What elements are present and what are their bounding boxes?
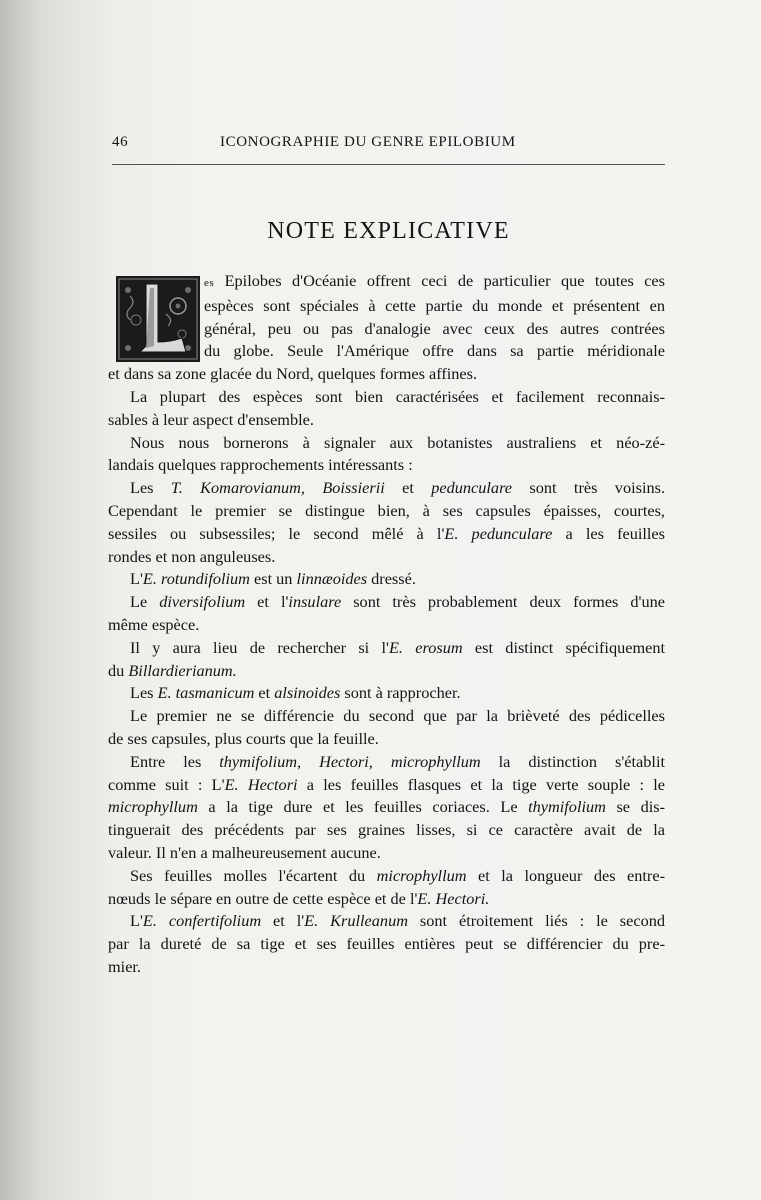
text-line: rondes et non anguleuses.: [108, 546, 276, 566]
running-title: ICONOGRAPHIE DU GENRE EPILOBIUM: [220, 134, 516, 150]
text-line: sables à leur aspect d'ensemble.: [108, 409, 314, 429]
page-number: 46: [112, 134, 129, 150]
body-text: [108, 270, 665, 979]
text-line: de ses capsules, plus courts que la feuille.: [108, 728, 379, 748]
paragraph-6: [108, 591, 665, 637]
section-title: NOTE EXPLICATIVE: [267, 218, 510, 244]
text-line: valeur. Il n'en a malheureusement aucune.: [108, 842, 381, 862]
paragraph-3: [108, 432, 665, 478]
text-line: mier.: [108, 956, 142, 976]
paragraph-10: [108, 751, 665, 865]
text-line: Entre les thymifolium, Hectori, microphyllum la distinction s'établit: [130, 751, 665, 771]
text-line: es Epilobes d'Océanie offrent ceci de particulier que toutes ces: [204, 271, 665, 290]
text-line: Ses feuilles molles l'écartent du microphyllum et la longueur des entre-: [130, 865, 666, 885]
paragraph-4: [108, 477, 665, 568]
text-line: Le diversifolium et l'insulare sont très probablement deux formes d'une: [130, 592, 665, 612]
text-line: espèces sont spéciales à cette partie du monde et présentent en: [204, 295, 665, 315]
text-line: L'E. rotundifolium est un linnæoides dressé.: [130, 569, 416, 589]
text-line: même espèce.: [108, 614, 200, 634]
paragraph-11: [108, 865, 665, 911]
text-line: Les E. tasmanicum et alsinoides sont à rapprocher.: [130, 683, 461, 703]
text-line: La plupart des espèces sont bien caractérisées et facilement reconnais-: [130, 386, 665, 406]
text-line: du globe. Seule l'Amérique offre dans sa partie méridionale: [204, 341, 665, 361]
header-rule: [112, 164, 665, 165]
text-line: par la dureté de sa tige et ses feuilles entières peut se différencier du pre-: [108, 934, 665, 954]
text-line: landais quelques rapprochements intéressants :: [108, 455, 413, 475]
running-header: [112, 134, 665, 158]
paragraph-9: [108, 705, 665, 751]
text-line: tinguerait des précédents par ses graines lisses, si ce caractère avait de la: [108, 820, 665, 840]
text-line: microphyllum a la tige dure et les feuilles coriaces. Le thymifolium se dis-: [108, 797, 665, 817]
paragraph-7: [108, 637, 665, 683]
paragraph-5: [108, 568, 665, 591]
paragraph-8: [108, 682, 665, 705]
text-line: du Billardierianum.: [108, 660, 237, 680]
text-line: Les T. Komarovianum, Boissierii et pedunculare sont très voisins.: [130, 478, 666, 498]
text-line: comme suit : L'E. Hectori a les feuilles flasques et la tige verte souple : le: [108, 774, 665, 794]
dropcap-continuation: es: [204, 277, 215, 289]
text-line: Le premier ne se différencie du second que par la brièveté des pédicelles: [130, 706, 665, 726]
text-line: sessiles ou subsessiles; le second mêlé à l'E. pedunculare a les feuilles: [108, 523, 665, 543]
text-line: Il y aura lieu de rechercher si l'E. erosum est distinct spécifiquement: [130, 637, 666, 657]
text-line: Cependant le premier se distingue bien, à ses capsules épaisses, courtes,: [108, 500, 665, 520]
paragraph-1: [108, 270, 665, 386]
text-line: L'E. confertifolium et l'E. Krulleanum sont étroitement liés : le second: [130, 911, 666, 931]
paragraph-12: [108, 910, 665, 978]
text-line: et dans sa zone glacée du Nord, quelques formes affines.: [108, 364, 478, 384]
paragraph-2: [108, 386, 665, 432]
text-line: Nous nous bornerons à signaler aux botanistes australiens et néo-zé-: [130, 432, 665, 452]
text-line: nœuds le sépare en outre de cette espèce et de l'E. Hectori.: [108, 888, 490, 908]
text-line: général, peu ou pas d'analogie avec ceux des autres contrées: [204, 318, 665, 338]
